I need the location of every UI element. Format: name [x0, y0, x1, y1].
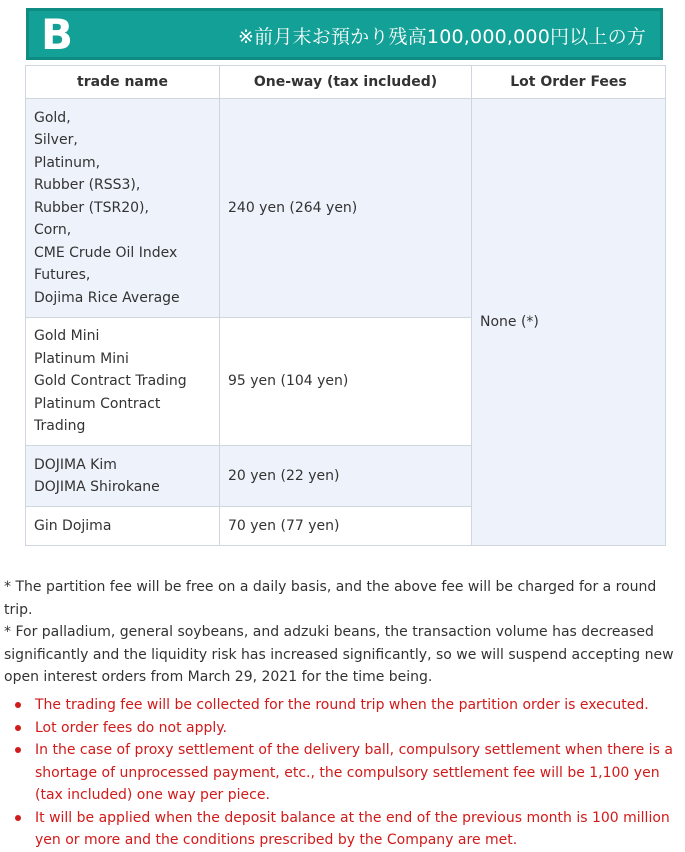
footnote: * For palladium, general soybeans, and adzuki beans, the transaction volume has decreased significantly and the liquidity risk has increased significantly, so we will suspend accepting new open interest orders from March 29, 2021 for the time being. [4, 624, 674, 685]
list-item [12, 717, 684, 740]
fee-cell: 20 yen (22 yen) [220, 446, 472, 507]
trade-name-cell [26, 507, 220, 546]
header-lot-order-fees: Lot Order Fees [472, 66, 666, 99]
trade-name: Gold Contract Trading [34, 373, 187, 390]
bullet-icon [15, 725, 21, 731]
trade-name: Platinum Mini [34, 350, 129, 367]
trade-name: Platinum, [34, 154, 101, 171]
bullet-icon [15, 747, 21, 753]
fee-table [25, 65, 666, 546]
bullet-icon [15, 815, 21, 821]
list-item [12, 807, 684, 852]
important-notes-list [12, 694, 684, 852]
list-item-text: The trading fee will be collected for the round trip when the partition order is executed. [35, 697, 649, 713]
trade-name-cell [26, 318, 220, 446]
fee-cell: 240 yen (264 yen) [220, 99, 472, 318]
trade-name: CME Crude Oil Index [34, 244, 178, 261]
plan-condition-text: ※前月末お預かり残高100,000,000円以上の方 [238, 26, 646, 48]
trade-name: Futures, [34, 267, 91, 284]
trade-name: Gin Dojima [34, 517, 112, 534]
table-row [26, 99, 666, 318]
table-header-row [26, 66, 666, 99]
trade-name: Gold, [34, 109, 71, 126]
bullet-icon [15, 702, 21, 708]
trade-name: Gold Mini [34, 328, 100, 345]
fee-cell: 95 yen (104 yen) [220, 318, 472, 446]
trade-name-cell [26, 99, 220, 318]
plan-banner [26, 8, 663, 60]
trade-name: Dojima Rice Average [34, 289, 180, 306]
list-item-text: Lot order fees do not apply. [35, 719, 228, 736]
trade-name: DOJIMA Shirokane [34, 479, 160, 495]
header-one-way: One-way (tax included) [220, 66, 472, 99]
trade-name: Platinum Contract [34, 395, 161, 412]
trade-name: Trading [34, 418, 86, 435]
trade-name: Rubber (RSS3), [34, 177, 141, 194]
header-trade-name: trade name [26, 66, 220, 99]
trade-name-cell [26, 446, 220, 507]
fee-cell: 70 yen (77 yen) [220, 507, 472, 546]
list-item [12, 694, 684, 717]
footnote: * The partition fee will be free on a daily basis, and the above fee will be charged for a round trip. [4, 579, 657, 618]
list-item-text: In the case of proxy settlement of the delivery ball, compulsory settlement when there is a shortage of unprocessed payment, etc., the compulsory settlement fee will be 1,100 yen (tax included) one way per piece. [35, 742, 673, 803]
list-item-text: It will be applied when the deposit balance at the end of the previous month is 100 million yen or more and the conditions prescribed by the Company are met. [35, 809, 670, 848]
plan-letter: B [41, 10, 74, 59]
trade-name: DOJIMA Kim [34, 456, 117, 473]
trade-name: Silver, [34, 132, 78, 149]
trade-name: Corn, [34, 222, 72, 239]
lot-fee-cell: None (*) [472, 99, 666, 546]
list-item [12, 739, 684, 807]
footnotes [4, 576, 682, 689]
trade-name: Rubber (TSR20), [34, 199, 149, 216]
